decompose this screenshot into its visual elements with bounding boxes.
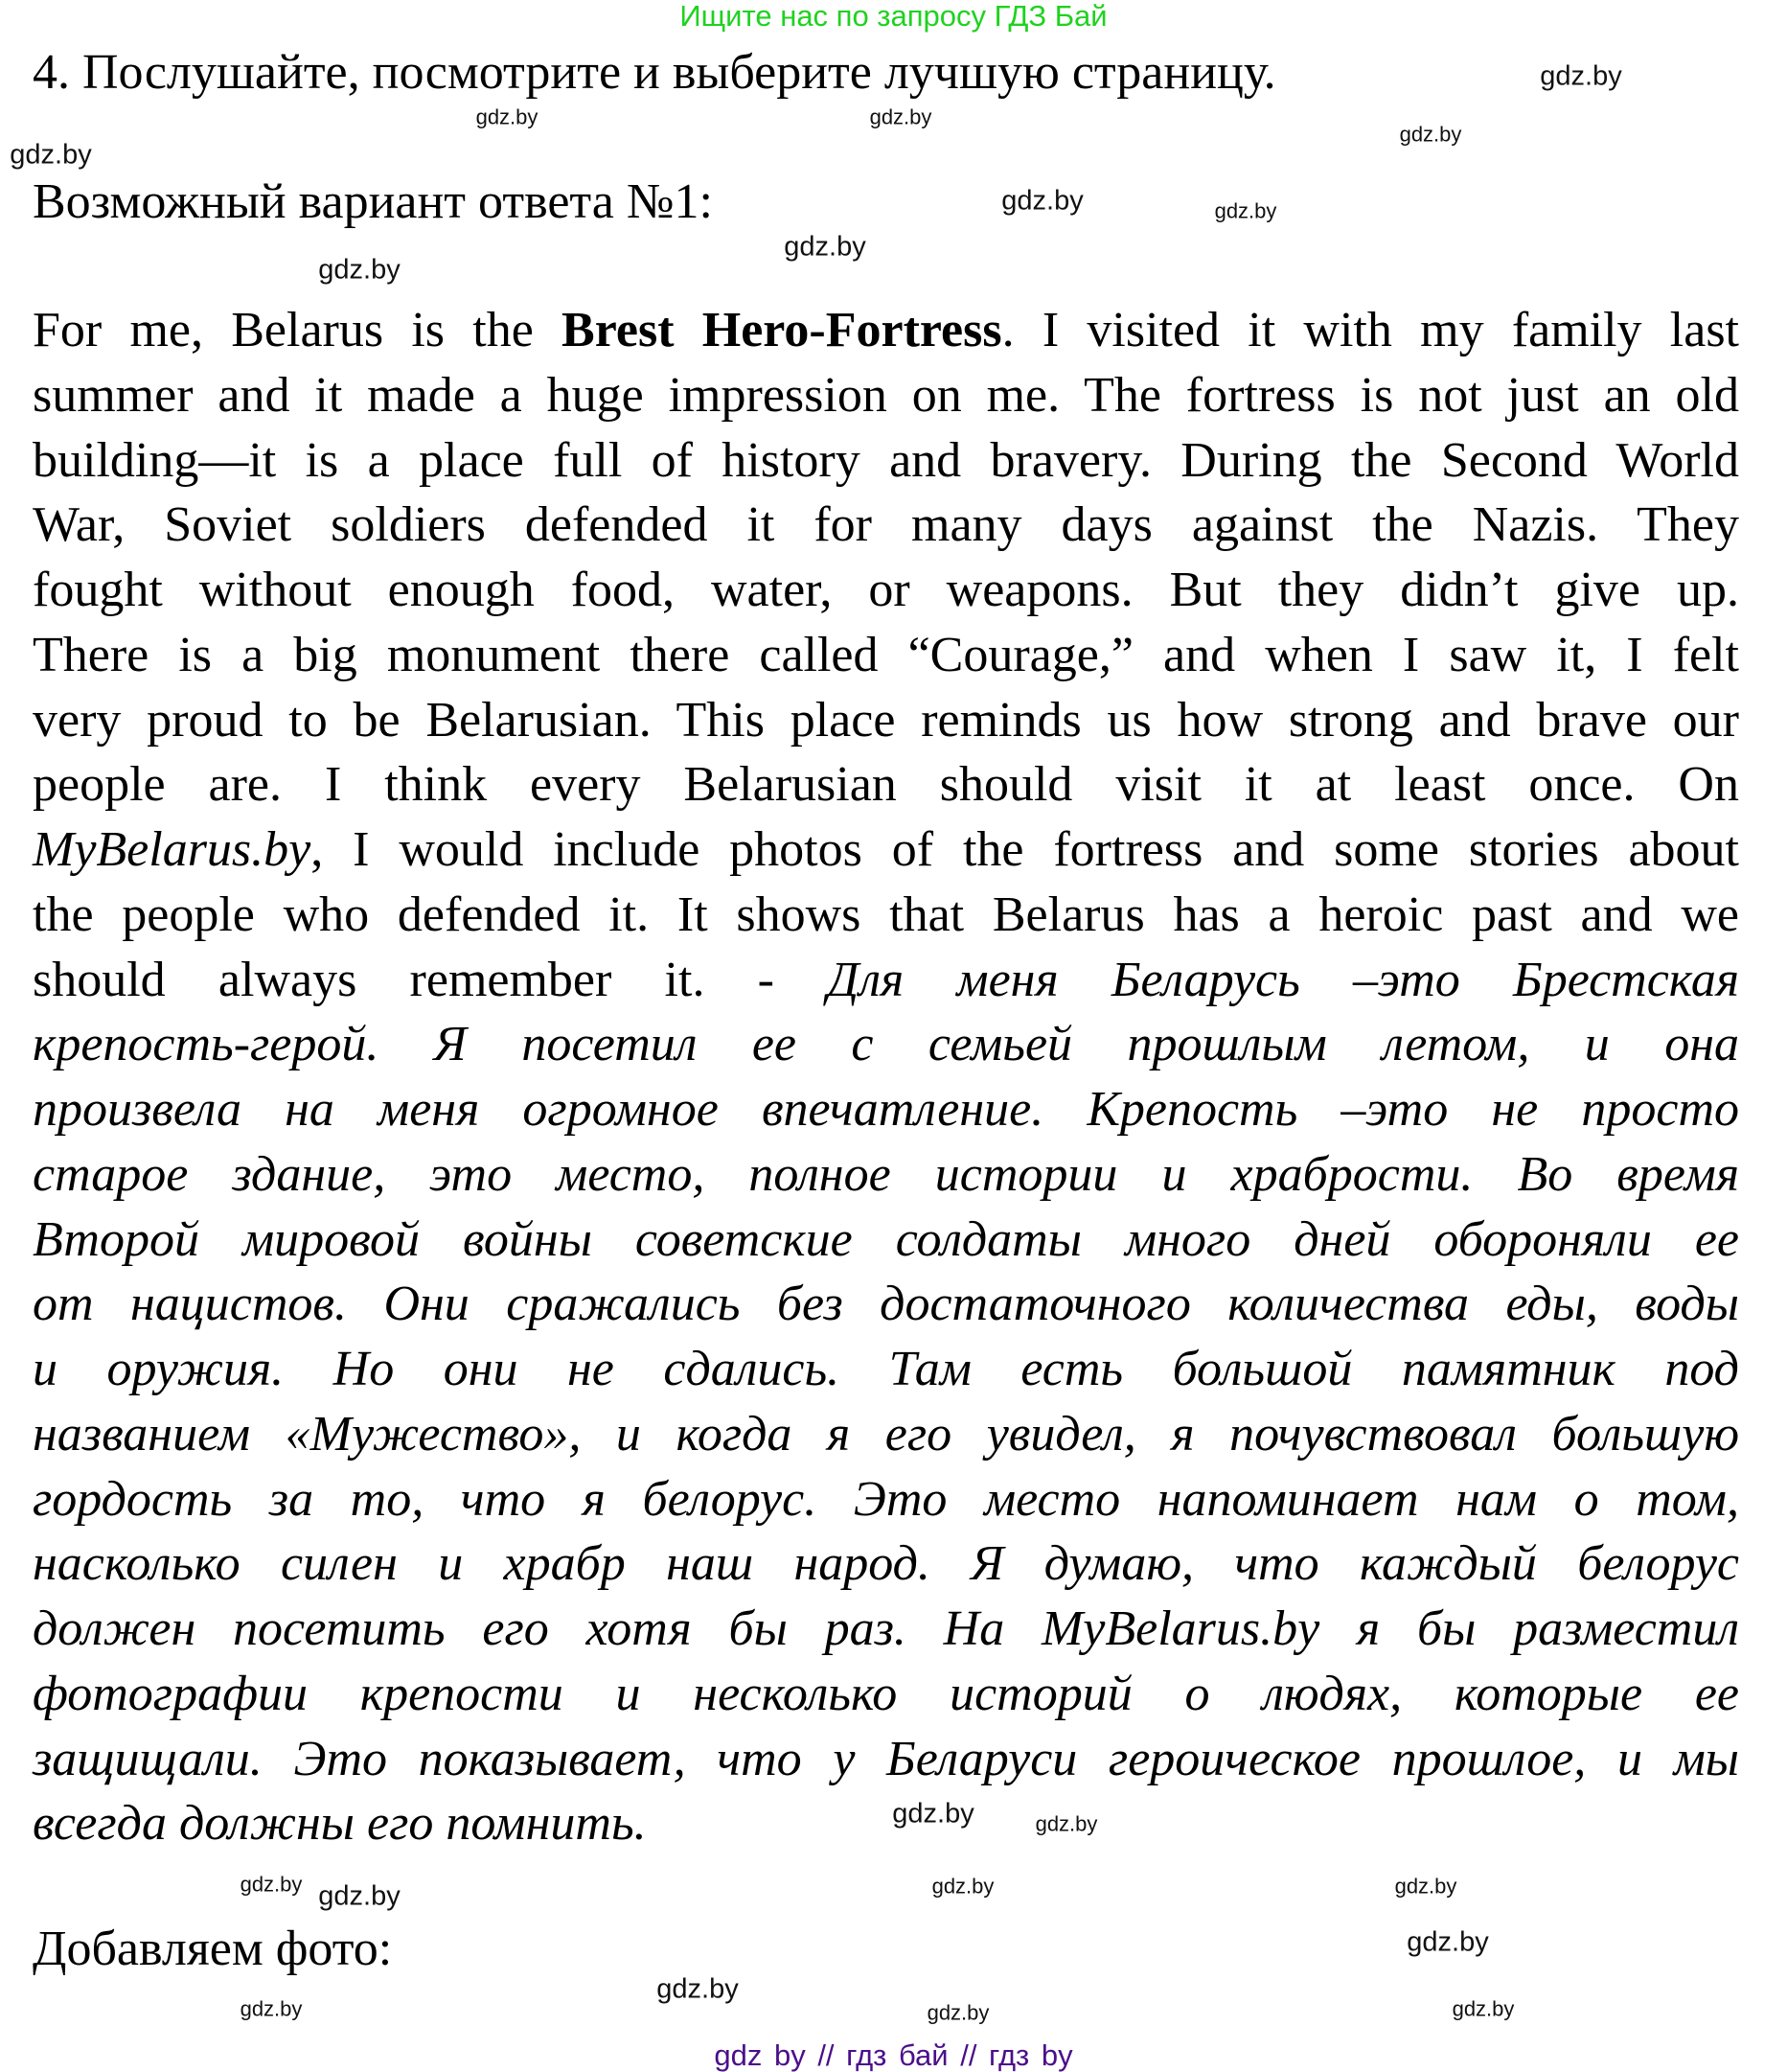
text: . I visited it with my family last [1001, 303, 1740, 357]
italic-text: защищали. Это показывает, что у Беларуси героическое прошлое, и мы [33, 1731, 1739, 1786]
watermark: gdz.by [240, 1872, 303, 1897]
watermark: gdz.by [1394, 1874, 1457, 1899]
paragraph-line [33, 756, 1739, 814]
watermark: gdz.by [656, 1973, 739, 2005]
text: very proud to be Belarusian. This place reminds us how strong and brave our [33, 692, 1739, 748]
italic-text: крепость-герой. Я посетил ее с семьей прошлым летом, и она [33, 1017, 1739, 1072]
paragraph-line [33, 496, 1739, 554]
watermark: gdz.by [318, 1880, 401, 1912]
bold-text: Brest Hero-Fortress [561, 303, 1002, 357]
paragraph-line [33, 886, 1739, 944]
task-title: 4. Послушайте, посмотрите и выберите лучшую страницу. [33, 45, 1276, 100]
paragraph-line [33, 1731, 1739, 1788]
photo-label: Добавляем фото: [33, 1922, 393, 1976]
text: summer and it made a huge impression on me. The fortress is not just an old [33, 367, 1739, 423]
paragraph-line [33, 952, 1739, 1009]
paragraph-line [33, 1341, 1739, 1398]
italic-text: Второй мировой войны советские солдаты много дней обороняли ее [33, 1211, 1739, 1267]
watermark: gdz.by [240, 1996, 303, 2021]
footer-links[interactable]: gdz by // гдз бай // гдз by [714, 2038, 1073, 2072]
italic-text: старое здание, это место, полное истории и храбрости. Во время [33, 1146, 1739, 1202]
watermark: gdz.by [1035, 1811, 1098, 1836]
italic-text: фотографии крепости и несколько историй о людях, которые ее [33, 1666, 1739, 1721]
paragraph-line [33, 1406, 1739, 1463]
top-banner[interactable]: Ищите нас по запросу ГДЗ Бай [679, 0, 1108, 33]
watermark: gdz.by [931, 1874, 995, 1899]
watermark: gdz.by [318, 254, 401, 286]
text: There is a big monument there called “Courage,” and when I saw it, I felt [33, 627, 1739, 682]
watermark: gdz.by [1407, 1926, 1489, 1958]
paragraph-line [33, 1211, 1739, 1269]
paragraph-line [33, 1666, 1739, 1723]
text: building—it is a place full of history and bravery. During the Second World [33, 432, 1739, 488]
text: , I would include photos of the fortress and some stories about [310, 822, 1739, 877]
watermark: gdz.by [1399, 122, 1462, 147]
italic-text: произвела на меня огромное впечатление. Крепость –это не просто [33, 1082, 1739, 1137]
paragraph-line [33, 432, 1739, 490]
paragraph-line [33, 1146, 1739, 1204]
italic-text: и оружия. Но они не сдались. Там есть большой памятник под [33, 1342, 1739, 1396]
italic-text: всегда должны его помнить. [33, 1796, 647, 1852]
watermark: gdz.by [475, 104, 538, 129]
paragraph-line [33, 1600, 1739, 1658]
watermark: gdz.by [1452, 1996, 1515, 2021]
paragraph-line [33, 367, 1739, 425]
watermark: gdz.by [1214, 198, 1277, 223]
italic-text: насколько силен и храбр наш народ. Я думаю, что каждый белорус [33, 1536, 1739, 1592]
watermark: gdz.by [927, 2000, 990, 2025]
text: fought without enough food, water, or weapons. But they didn’t give up. [33, 563, 1739, 617]
paragraph-line [33, 627, 1739, 684]
paragraph-line [33, 1016, 1739, 1073]
text: the people who defended it. It shows that Belarus has a heroic past and we [33, 886, 1739, 942]
text: For me, Belarus is the [33, 303, 562, 357]
paragraph-line [33, 1081, 1739, 1139]
text: people are. I think every Belarusian should visit it at least once. On [33, 757, 1739, 813]
watermark: gdz.by [784, 231, 866, 263]
paragraph-line [33, 1471, 1739, 1529]
watermark: gdz.by [10, 139, 92, 171]
italic-text: Для меня Беларусь –это Брестская [827, 952, 1740, 1007]
text: should always remember it. - [33, 952, 828, 1007]
paragraph-line [33, 1535, 1739, 1593]
paragraph-line [33, 1276, 1739, 1333]
answer-label: Возможный вариант ответа №1: [33, 174, 713, 229]
paragraph-line [33, 562, 1739, 619]
italic-text: должен посетить его хотя бы раз. На MyBelarus.by я бы разместил [33, 1601, 1739, 1656]
italic-text: названием «Мужество», и когда я его увидел, я почувствовал большую [33, 1406, 1739, 1462]
italic-text: гордость за то, что я белорус. Это место напоминает нам о том, [33, 1471, 1739, 1527]
italic-text: MyBelarus.by [33, 822, 311, 877]
paragraph-line [33, 692, 1739, 749]
paragraph-line [33, 821, 1739, 879]
watermark: gdz.by [869, 104, 932, 129]
text: War, Soviet soldiers defended it for many days against the Nazis. They [33, 497, 1739, 553]
watermark: gdz.by [1540, 60, 1622, 92]
paragraph-line [33, 1795, 647, 1853]
italic-text: от нацистов. Они сражались без достаточного количества еды, воды [33, 1277, 1739, 1332]
watermark: gdz.by [892, 1798, 974, 1830]
paragraph-line [33, 302, 1739, 359]
watermark: gdz.by [1001, 185, 1084, 217]
